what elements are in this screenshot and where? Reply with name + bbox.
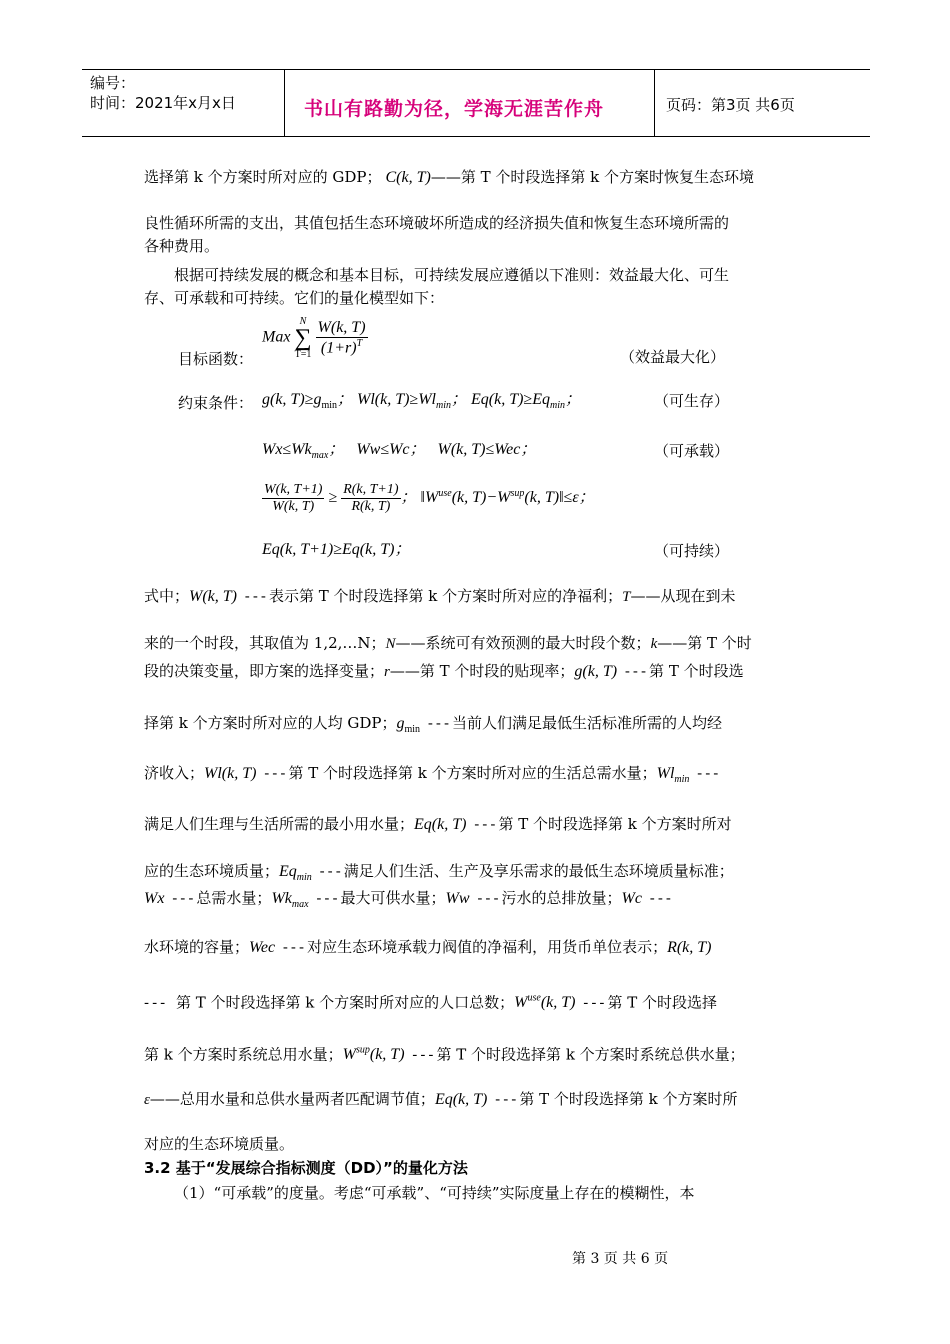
math-symbol: N [385, 636, 396, 652]
definition-line-9: 水环境的容量；Wec ---对应生态环境承载力阀值的净福利，用货币单位表示；R(k, T) [144, 938, 712, 956]
text-line-3: 各种费用。 [144, 237, 220, 255]
text-run: 当前人们满足最低生活标准所需的人均经 [452, 714, 723, 732]
text-run: 第 T 个时段选择 [607, 993, 718, 1012]
math-C: C(k, T) [381, 169, 431, 186]
math-symbol: $Wl_{min}$ [656, 765, 690, 786]
doc-date: 时间：2021年x月x日 [90, 94, 236, 112]
definition-line-10: --- 第 T 个时段选择第 k 个方案时所对应的人口总数；$W^{use}(k$, T) ---第 T 个时段选择 [144, 993, 718, 1012]
note-survive: （可生存） [654, 392, 730, 410]
text-run: 式中； [144, 587, 190, 605]
text-run: 段的决策变量，即方案的选择变量； [144, 662, 385, 680]
math-symbol: $Wk_{max}$ [271, 890, 309, 911]
math-symbol: Wx [144, 890, 165, 907]
text-run: ——从现在到未 [630, 587, 736, 605]
header-motto: 书山有路勤为径，学海无涯苦作舟 [304, 98, 605, 120]
footer-page-number: 第 3 页 共 6 页 [572, 1251, 669, 1267]
note-carry: （可承载） [654, 442, 730, 460]
text-run: 污水的总排放量； [501, 889, 622, 907]
math-symbol: W(k, T) [189, 588, 237, 605]
text-run: 第 T 个时段选 [649, 662, 744, 680]
definition-line-12: ε——总用水量和总供水量两者匹配调节值；Eq(k, T) ---第 T 个时段选择第 k 个方案时所 [144, 1090, 738, 1108]
paragraph-2-line-1: 根据可持续发展的概念和基本目标，可持续发展应遵循以下准则：效益最大化、可生 [174, 266, 730, 284]
text-run: ——系统可有效预测的最大时段个数； [395, 634, 651, 652]
text-run: 满足人们生理与生活所需的最小用水量； [144, 815, 415, 833]
text-run: 水环境的容量； [144, 938, 250, 956]
constraint-label: 约束条件： [178, 394, 254, 412]
text-run: 应的生态环境质量； [144, 862, 280, 880]
paragraph-2-line-2: 存、可承载和可持续。它们的量化模型如下： [144, 289, 445, 307]
doc-number-label: 编号： [90, 74, 136, 92]
text-run: 选择第 k 个方案时所对应的 GDP； [144, 168, 382, 186]
text-run: 满足人们生活、生产及享乐需求的最低生态环境质量标准； [343, 862, 734, 880]
math-symbol: R(k, T) [667, 939, 712, 956]
definition-line-7: 应的生态环境质量；$Eq_{min}$ ---满足人们生活、生产及享乐需求的最低生态环境质量标准； [144, 862, 734, 884]
objective-formula: Max N ∑ T=1 $\frac{W(k, T)}{(1+r)^T}$ [262, 316, 366, 360]
text-run: 表示第 T 个时段选择第 k 个方案时所对应的净福利； [268, 587, 623, 605]
text-line-2: 良性循环所需的支出，其值包括生态环境破坏所造成的经济损失值和恢复生态环境所需的 [144, 214, 730, 232]
definition-line-1: 式中；W(k, T) ---表示第 T 个时段选择第 k 个方案时所对应的净福利；T——从现在到未 [144, 587, 736, 605]
definition-line-3: 段的决策变量，即方案的选择变量；r——第 T 个时段的贴现率；g(k, T) ---第 T 个时段选 [144, 662, 744, 680]
header-top-rule [82, 69, 870, 70]
text-run: 择第 k 个方案时所对应的人均 GDP； [144, 714, 397, 732]
definition-line-11: 第 k 个方案时系统总用水量；$W^{sup}(k$, T) ---第 T 个时段选择第 k 个方案时系统总供水量； [144, 1045, 745, 1064]
paragraph-3: （1）“可承载”的度量。考虑“可承载”、“可持续”实际度量上存在的模糊性，本 [174, 1184, 695, 1202]
math-symbol: Wl(k, T) [204, 765, 257, 782]
text-run: 总需水量； [196, 889, 272, 907]
constraint-sustain-2: Eq(k, T+1)≥Eq(k, T)； [262, 541, 411, 558]
math-symbol: $Eq_{min}$ [279, 863, 312, 884]
text-run: 第 T 个时段选择第 k 个方案时所对应的人口总数； [175, 993, 515, 1012]
text-run: 第 T 个时段选择第 k 个方案时所 [519, 1090, 738, 1108]
math-symbol: $g_{min}$ [396, 715, 421, 736]
header-divider-right [654, 69, 655, 136]
definition-line-13: 对应的生态环境质量。 [144, 1135, 295, 1153]
note-sustain: （可持续） [654, 542, 730, 560]
constraint-carry: $Wx\le Wk_{max}$； Ww≤Wc； W(k, T)≤Wec； [262, 441, 537, 462]
text-run: ——第 T 个时 [657, 634, 752, 652]
text-run: 第 T 个时段选择第 k 个方案时系统总供水量； [436, 1045, 745, 1064]
definition-line-4: 择第 k 个方案时所对应的人均 GDP；$g_{min}$ ---当前人们满足最低生活标准所需的人均经 [144, 714, 723, 736]
text-run: 第 T 个时段选择第 k 个方案时所对应的生活总需水量； [288, 764, 657, 782]
math-symbol: Wec [249, 939, 276, 956]
math-symbol: ε [144, 1092, 150, 1108]
math-symbol: $W^{sup}(k$, T) [342, 1045, 405, 1064]
text-run: ——总用水量和总供水量两者匹配调节值； [149, 1090, 435, 1108]
math-symbol: Ww [445, 890, 470, 907]
text-run: 对应生态环境承载力阀值的净福利，用货币单位表示； [307, 938, 668, 956]
text-run: 第 T 个时段选择第 k 个方案时所对 [498, 815, 732, 833]
header-divider-left [284, 69, 285, 136]
page-info: 页码：第3页 共6页 [666, 96, 795, 114]
text-run: 第 k 个方案时系统总用水量； [144, 1045, 343, 1064]
objective-label: 目标函数： [178, 350, 254, 368]
text-run: ——第 T 个时段的贴现率； [389, 662, 575, 680]
note-benefit-max: （效益最大化） [620, 348, 726, 366]
math-symbol: g(k, T) [574, 663, 618, 680]
section-title: 3.2 基于“发展综合指标测度（DD）”的量化方法 [144, 1159, 468, 1177]
math-symbol: Eq(k, T) [434, 1091, 488, 1108]
text-run: 济收入； [144, 764, 205, 782]
header-bottom-rule [82, 136, 870, 137]
text-run: 最大可供水量； [340, 889, 446, 907]
definition-line-6: 满足人们生理与生活所需的最小用水量；Eq(k, T) ---第 T 个时段选择第 k 个方案时所对 [144, 815, 732, 833]
math-symbol: Wc [621, 890, 642, 907]
math-symbol: Eq(k, T) [414, 816, 467, 833]
math-symbol: r [384, 664, 390, 680]
math-symbol: k [650, 636, 658, 652]
math-symbol: T [622, 589, 631, 605]
definition-line-8: Wx ---总需水量；$Wk_{max}$ ---最大可供水量；Ww ---污水的总排放量；Wc --- [144, 889, 674, 911]
text-run: ——第 T 个时段选择第 k 个方案时恢复生态环境 [430, 168, 754, 186]
constraint-sustain-1: $\frac{W(k, T+1)}{W(k, T)}$ ≥ $\frac{R(k, T+1)}{R(k, T)}$ ； $‖W^{use}(k$, $T)-W^{sup}(k$, T)‖≤ε； [264, 482, 595, 514]
constraint-survive: g(k, $T)\ge g_{min}$； Wl(k, $T)\ge Wl_{min}$； Eq(k, $T)\ge Eq_{min}$； [262, 391, 582, 412]
text-run: 来的一个时段，其取值为 1,2,…N； [144, 634, 386, 652]
definition-line-5: 济收入；Wl(k, T) ---第 T 个时段选择第 k 个方案时所对应的生活总需水量；$Wl_{min}$ --- [144, 764, 722, 786]
math-symbol: $W^{use}(k$, T) [514, 993, 576, 1012]
definition-line-2 [144, 632, 752, 655]
text-line-1 [144, 166, 754, 189]
